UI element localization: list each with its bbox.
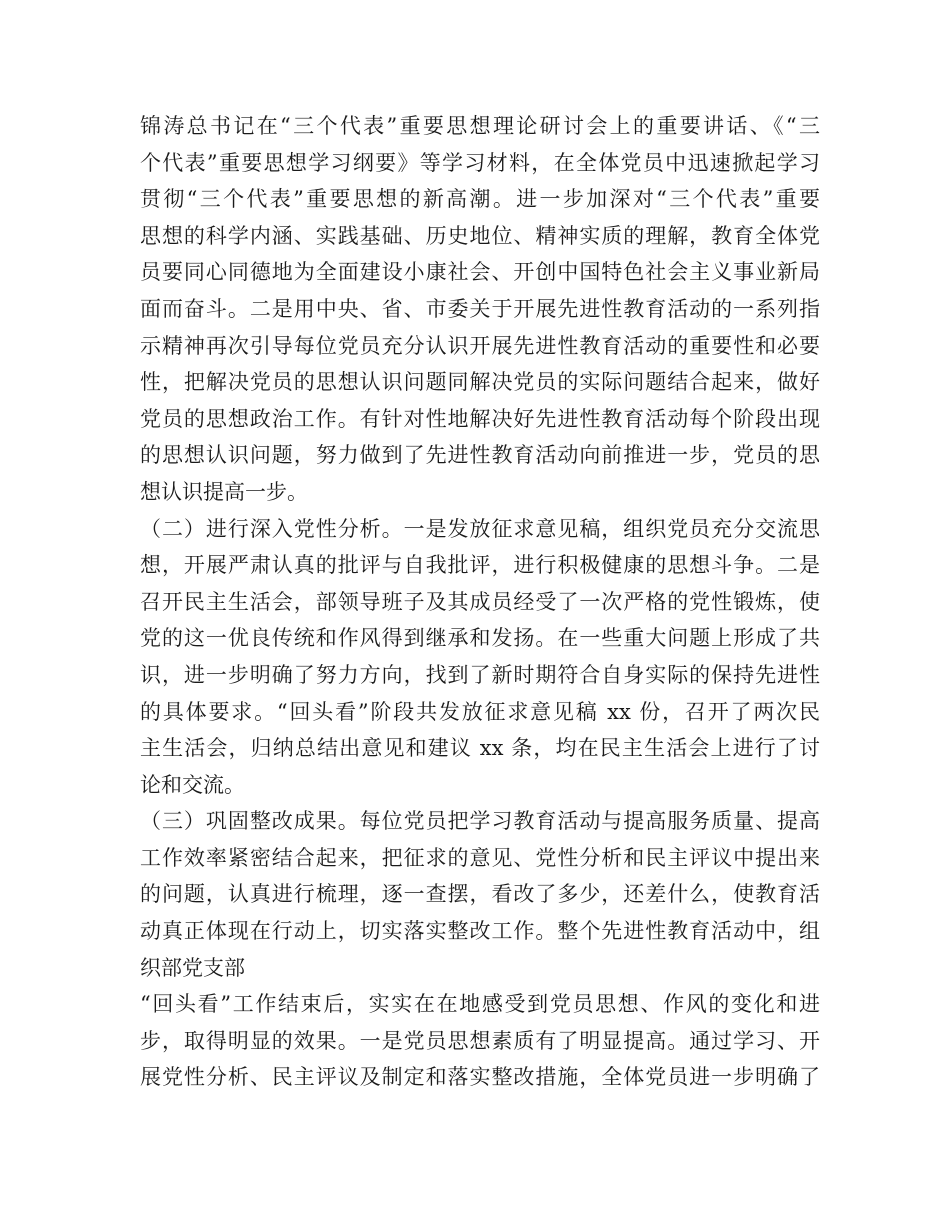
- text-line: 的问题，认真进行梳理，逐一查摆，看改了多少，还差什么，使教育活: [140, 882, 820, 907]
- text-line: （二）进行深入党性分析。一是发放征求意见稿，组织党员充分交流思: [140, 516, 820, 541]
- text-line: 党员的思想政治工作。有针对性地解决好先进性教育活动每个阶段出现: [140, 406, 820, 431]
- text-line: 工作效率紧密结合起来，把征求的意见、党性分析和民主评议中提出来: [140, 845, 820, 870]
- text-line: 织部党支部: [140, 955, 245, 980]
- text-line: 识，进一步明确了努力方向，找到了新时期符合自身实际的保持先进性: [140, 662, 820, 687]
- text-line: 主生活会，归纳总结出意见和建议 xx 条，均在民主生活会上进行了讨: [140, 736, 820, 761]
- text-line: 员要同心同德地为全面建设小康社会、开创中国特色社会主义事业新局: [140, 260, 820, 285]
- text-line: 想，开展严肃认真的批评与自我批评，进行积极健康的思想斗争。二是: [140, 553, 820, 578]
- document-body-text: [140, 108, 820, 1096]
- text-line: 党的这一优良传统和作风得到继承和发扬。在一些重大问题上形成了共: [140, 626, 820, 651]
- text-line: 性，把解决党员的思想认识问题同解决党员的实际问题结合起来，做好: [140, 370, 820, 395]
- text-line: 步，取得明显的效果。一是党员思想素质有了明显提高。通过学习、开: [140, 1028, 820, 1053]
- text-line: 示精神再次引导每位党员充分认识开展先进性教育活动的重要性和必要: [140, 333, 820, 358]
- text-line: 锦涛总书记在“三个代表”重要思想理论研讨会上的重要讲话、《“三: [140, 114, 820, 138]
- text-line: 个代表”重要思想学习纲要》等学习材料，在全体党员中迅速掀起学习: [140, 150, 820, 175]
- text-line: 论和交流。: [140, 772, 245, 797]
- text-line: 召开民主生活会，部领导班子及其成员经受了一次严格的党性锻炼，使: [140, 589, 820, 614]
- text-line: 的具体要求。“回头看”阶段共发放征求意见稿 xx 份，召开了两次民: [140, 699, 820, 724]
- text-line: 想认识提高一步。: [140, 479, 308, 504]
- text-line: 面而奋斗。二是用中央、省、市委关于开展先进性教育活动的一系列指: [140, 296, 820, 321]
- text-line: 思想的科学内涵、实践基础、历史地位、精神实质的理解，教育全体党: [140, 223, 820, 248]
- text-line: “回头看”工作结束后，实实在在地感受到党员思想、作风的变化和进: [140, 992, 820, 1017]
- text-line: 贯彻“三个代表”重要思想的新高潮。进一步加深对“三个代表”重要: [140, 187, 820, 212]
- text-line: （三）巩固整改成果。每位党员把学习教育活动与提高服务质量、提高: [140, 809, 820, 834]
- text-line: 展党性分析、民主评议及制定和落实整改措施，全体党员进一步明确了: [140, 1065, 820, 1090]
- text-line: 的思想认识问题，努力做到了先进性教育活动向前推进一步，党员的思: [140, 443, 820, 468]
- text-line: 动真正体现在行动上，切实落实整改工作。整个先进性教育活动中，组: [140, 919, 820, 944]
